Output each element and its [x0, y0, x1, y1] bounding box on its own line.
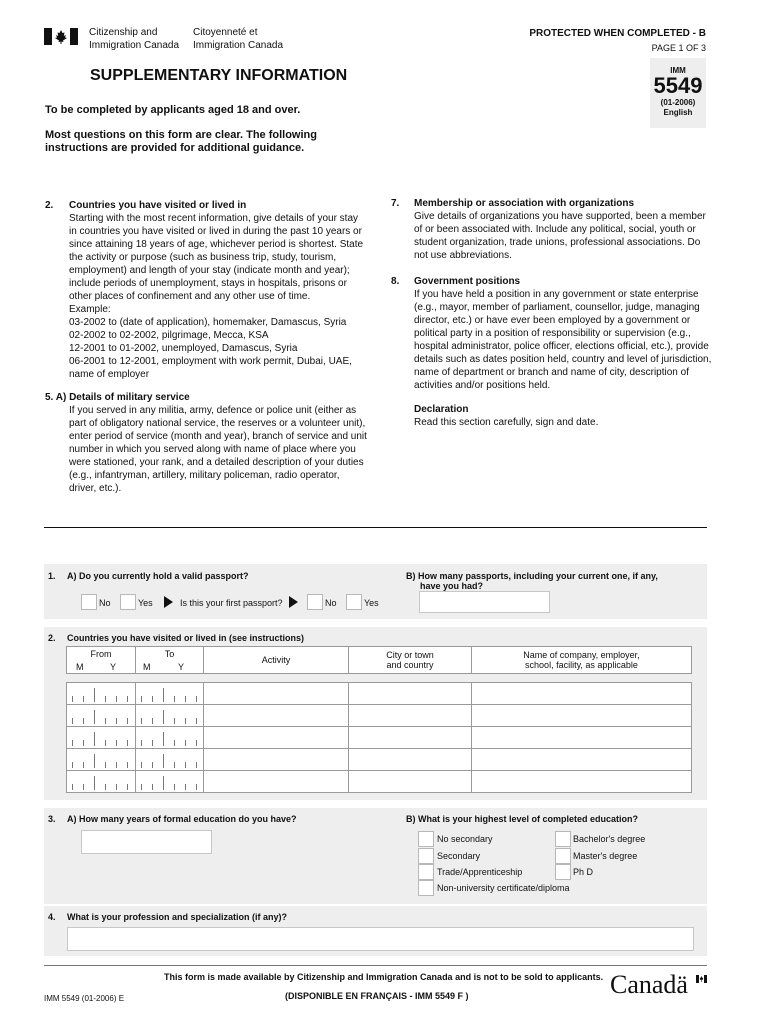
city-country-input[interactable] [349, 771, 472, 793]
from-date-input[interactable] [67, 705, 136, 727]
q1-first-yes-checkbox[interactable] [346, 594, 362, 610]
education-masters-label: Master's degree [573, 851, 638, 861]
s2-title: Countries you have visited or lived in [69, 200, 247, 211]
activity-input[interactable] [204, 727, 349, 749]
education-non-university-checkbox[interactable] [418, 880, 434, 896]
employer-input[interactable] [472, 749, 692, 771]
from-month-label: M [76, 662, 84, 672]
s8-body: If you have held a position in any government or state enterprise (e.g., mayor, member of parliament, counsellor, judge, managing director, etc.) or have ever been employed by a government or political party in a position of responsibility or supervision (e.g., hospital administrator, police officer, elections official, etc.), provide details such as dates position held, country and level of jurisdiction, name of department or branch and name of city, description of activities and/or positions held. [414, 289, 712, 391]
date-comb-tick [141, 740, 142, 746]
s2-example-1: 03-2002 to (date of application), homemaker, Damascus, Syria [69, 317, 347, 328]
date-comb-tick [152, 762, 153, 768]
table-row [67, 727, 692, 749]
date-comb-tick [105, 784, 106, 790]
arrow-right-icon [164, 596, 173, 608]
q1-first-passport-label: Is this your first passport? [180, 598, 283, 608]
footer-french-note: (DISPONIBLE EN FRANÇAIS - IMM 5549 F ) [285, 991, 469, 1001]
q2-number: 2. [48, 633, 56, 643]
to-label: To [164, 649, 175, 659]
date-comb-tick [163, 688, 164, 702]
s7-body: Give details of organizations you have supported, been a member of or been associated with. Include any political, social, youth or student organization, trade unions, professional associations. Do not use abbreviations. [414, 211, 706, 261]
date-comb-tick [83, 718, 84, 724]
date-comb-tick [163, 710, 164, 724]
form-label: IMM [670, 66, 686, 75]
q1-first-no-checkbox[interactable] [307, 594, 323, 610]
from-label: From [90, 649, 112, 659]
s2-body: Starting with the most recent information, give details of your stay in countries you have visited or lived in during the past 10 years or since attaining 18 years of age, whichever period is shortest. State the activity or purpose (such as business trip, study, tourism, employment) and length of your stay (indicate month and year); include periods of unemployment, stays in hospitals, prisons or other places of confinement and any other use of time. [69, 213, 364, 302]
date-comb-tick [127, 740, 128, 746]
employer-input[interactable] [472, 705, 692, 727]
date-comb-tick [174, 740, 175, 746]
city-column-header [349, 647, 472, 674]
date-comb-tick [105, 762, 106, 768]
table-row [67, 749, 692, 771]
q3b-label: B) What is your highest level of completed education? [406, 814, 639, 824]
employer-label-line1: Name of company, employer, [523, 650, 640, 660]
city-country-input[interactable] [349, 705, 472, 727]
date-comb-tick [152, 718, 153, 724]
wordmark-flag-icon [696, 970, 707, 978]
q3-number: 3. [48, 814, 56, 824]
q1a-yes-label: Yes [138, 598, 153, 608]
dept-name-fr-line1: Citoyenneté et [193, 27, 258, 38]
table-row [67, 683, 692, 705]
intro-age-note: To be completed by applicants aged 18 and over. [45, 104, 301, 116]
date-comb-tick [185, 740, 186, 746]
q1-number: 1. [48, 571, 56, 581]
date-comb-tick [105, 696, 106, 702]
date-comb-tick [116, 740, 117, 746]
from-column-header [67, 647, 136, 674]
date-comb-tick [185, 696, 186, 702]
q1a-label: A) Do you currently hold a valid passport? [67, 571, 249, 581]
education-non-university-label: Non-university certificate/diploma [437, 883, 570, 893]
to-month-label: M [143, 662, 151, 672]
q3a-years-input[interactable] [81, 830, 212, 854]
s2-number: 2. [45, 200, 54, 211]
education-secondary-checkbox[interactable] [418, 848, 434, 864]
q1a-no-label: No [99, 598, 111, 608]
date-comb-tick [94, 732, 95, 746]
footer-form-code: IMM 5549 (01-2006) E [44, 994, 125, 1003]
date-comb-tick [83, 740, 84, 746]
date-comb-tick [185, 784, 186, 790]
date-comb-tick [94, 710, 95, 724]
footer-notice: This form is made available by Citizenship and Immigration Canada and is not to be sold to applicants. [164, 972, 604, 982]
date-comb-tick [127, 718, 128, 724]
activity-input[interactable] [204, 683, 349, 705]
date-comb-tick [196, 740, 197, 746]
q1b-label-line1: B) How many passports, including your current one, if any, [406, 571, 658, 581]
city-country-input[interactable] [349, 727, 472, 749]
s8-number: 8. [391, 276, 400, 287]
q1a-no-checkbox[interactable] [81, 594, 97, 610]
from-date-input[interactable] [67, 771, 136, 793]
date-comb-tick [116, 696, 117, 702]
education-trade-label: Trade/Apprenticeship [437, 867, 523, 877]
table-row [67, 771, 692, 793]
s5-body: If you served in any militia, army, defence or police unit (either as part of obligatory national service, the reserves or a volunteer unit), enter period of service (month and year), branch of service and unit number in which you served along with name of place where you were stationed, your rank, and a detailed description of your duties (e.g., infantryman, artillery, military policeman, radio operator, driver, etc.). [69, 405, 367, 494]
city-label-line2: and country [386, 660, 434, 670]
employer-column-header [472, 647, 692, 674]
s8-title: Government positions [414, 276, 521, 287]
from-date-input[interactable] [67, 749, 136, 771]
education-no-secondary-checkbox[interactable] [418, 831, 434, 847]
date-comb-tick [196, 718, 197, 724]
city-label-line1: City or town [386, 650, 434, 660]
employer-input[interactable] [472, 683, 692, 705]
date-comb-tick [163, 732, 164, 746]
date-comb-tick [83, 696, 84, 702]
date-comb-tick [127, 784, 128, 790]
date-comb-tick [163, 754, 164, 768]
travel-history-header [66, 646, 692, 674]
s2-example-label: Example: [69, 304, 111, 315]
s2-example-2: 02-2002 to 02-2002, pilgrimage, Mecca, KSA [69, 330, 269, 341]
date-comb-tick [105, 740, 106, 746]
canada-flag-icon [44, 28, 78, 45]
date-comb-tick [116, 762, 117, 768]
education-secondary-label: Secondary [437, 851, 481, 861]
date-comb-tick [174, 784, 175, 790]
section-divider [44, 527, 707, 528]
date-comb-tick [127, 696, 128, 702]
date-comb-tick [152, 740, 153, 746]
date-comb-tick [163, 776, 164, 790]
protected-label: PROTECTED WHEN COMPLETED - B [529, 28, 706, 39]
date-comb-tick [141, 762, 142, 768]
from-year-label: Y [110, 662, 117, 672]
education-no-secondary-label: No secondary [437, 834, 493, 844]
q1-first-no-label: No [325, 598, 337, 608]
date-comb-tick [94, 688, 95, 702]
travel-history-table [66, 682, 692, 793]
date-comb-tick [94, 754, 95, 768]
date-comb-tick [105, 718, 106, 724]
date-comb-tick [141, 696, 142, 702]
s7-number: 7. [391, 198, 400, 209]
date-comb-tick [196, 784, 197, 790]
dept-name-en-line1: Citizenship and [89, 27, 158, 38]
date-comb-tick [174, 718, 175, 724]
s7-title: Membership or association with organizations [414, 198, 635, 209]
from-date-input[interactable] [67, 727, 136, 749]
date-comb-tick [72, 718, 73, 724]
date-comb-tick [141, 718, 142, 724]
date-comb-tick [72, 740, 73, 746]
date-comb-tick [185, 718, 186, 724]
footer-divider [44, 965, 707, 966]
date-comb-tick [72, 696, 73, 702]
form-date: (01-2006) [660, 98, 696, 107]
page-indicator: PAGE 1 OF 3 [651, 43, 706, 53]
page-title: SUPPLEMENTARY INFORMATION [90, 67, 348, 84]
date-comb-tick [174, 696, 175, 702]
education-phd-label: Ph D [573, 867, 594, 877]
to-date-input[interactable] [136, 705, 204, 727]
date-comb-tick [152, 784, 153, 790]
s2-example-3: 12-2001 to 01-2002, unemployed, Damascus, Syria [69, 343, 298, 354]
date-comb-tick [72, 762, 73, 768]
table-row [67, 705, 692, 727]
q1b-label-line2: have you had? [420, 581, 484, 591]
declaration-body: Read this section carefully, sign and date. [414, 417, 599, 428]
arrow-right-icon [289, 596, 298, 608]
date-comb-tick [152, 696, 153, 702]
education-trade-checkbox[interactable] [418, 864, 434, 880]
activity-input[interactable] [204, 771, 349, 793]
to-date-input[interactable] [136, 749, 204, 771]
to-date-input[interactable] [136, 727, 204, 749]
date-comb-tick [174, 762, 175, 768]
form-language: English [663, 108, 693, 117]
to-column-header [136, 647, 204, 674]
form-number: 5549 [653, 73, 703, 98]
activity-input[interactable] [204, 749, 349, 771]
activity-input[interactable] [204, 705, 349, 727]
to-date-input[interactable] [136, 683, 204, 705]
city-country-input[interactable] [349, 683, 472, 705]
employer-label-line2: school, facility, as applicable [525, 660, 638, 670]
education-phd-checkbox[interactable] [555, 864, 571, 880]
declaration-title: Declaration [414, 404, 469, 415]
dept-name-en-line2: Immigration Canada [89, 40, 180, 51]
q3a-label: A) How many years of formal education do you have? [67, 814, 297, 824]
date-comb-tick [141, 784, 142, 790]
form-number-box [650, 58, 706, 128]
activity-column-header: Activity [204, 647, 349, 674]
date-comb-tick [196, 762, 197, 768]
date-comb-tick [83, 784, 84, 790]
date-comb-tick [94, 776, 95, 790]
date-comb-tick [116, 784, 117, 790]
q4-number: 4. [48, 912, 56, 922]
s5-title: 5. A) Details of military service [45, 392, 190, 403]
date-comb-tick [127, 762, 128, 768]
city-country-input[interactable] [349, 749, 472, 771]
education-bachelors-checkbox[interactable] [555, 831, 571, 847]
q2-label: Countries you have visited or lived in (see instructions) [67, 633, 305, 643]
education-masters-checkbox[interactable] [555, 848, 571, 864]
from-date-input[interactable] [67, 683, 136, 705]
q4-label: What is your profession and specialization (if any)? [67, 912, 288, 922]
date-comb-tick [72, 784, 73, 790]
intro-guidance: Most questions on this form are clear. The following instructions are provided for additional guidance. [45, 129, 317, 154]
employer-input[interactable] [472, 727, 692, 749]
employer-input[interactable] [472, 771, 692, 793]
q4-profession-input[interactable] [67, 927, 694, 951]
to-year-label: Y [178, 662, 185, 672]
date-comb-tick [185, 762, 186, 768]
s2-example-4: 06-2001 to 12-2001, employment with work permit, Dubai, UAE, name of employer [69, 356, 352, 380]
q1a-yes-checkbox[interactable] [120, 594, 136, 610]
q1b-passport-count-input[interactable] [419, 591, 550, 613]
q1-first-yes-label: Yes [364, 598, 379, 608]
date-comb-tick [83, 762, 84, 768]
date-comb-tick [196, 696, 197, 702]
canada-wordmark: Canadä [610, 970, 688, 999]
dept-name-fr-line2: Immigration Canada [193, 40, 284, 51]
date-comb-tick [116, 718, 117, 724]
to-date-input[interactable] [136, 771, 204, 793]
education-bachelors-label: Bachelor's degree [573, 834, 646, 844]
